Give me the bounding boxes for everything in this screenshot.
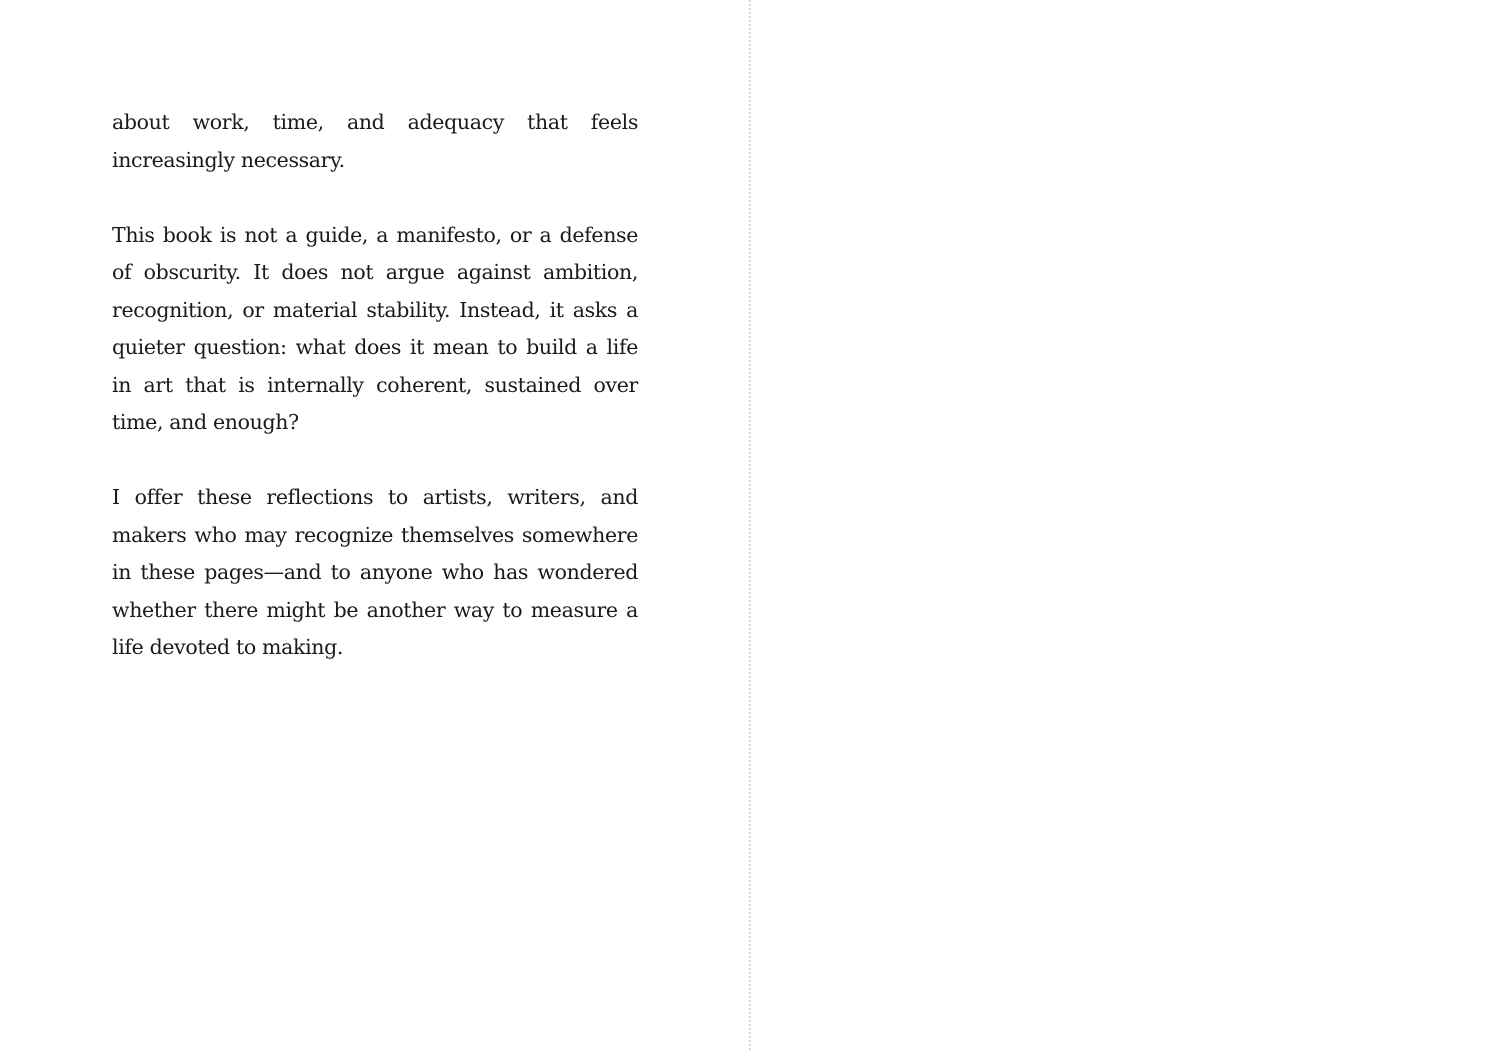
paragraph-2: This book is not a guide, a manifesto, or a defense of obscurity. It does not argue against ambition, recognition, or material stability. Instead, it asks a quieter question: what does it mean to build a life in art that is internally coherent, sustained over time, and enough? — [112, 222, 638, 434]
paragraph-1: about work, time, and adequacy that feels increasingly necessary. — [112, 110, 638, 172]
right-page — [751, 0, 1500, 1050]
body-text — [112, 104, 638, 667]
paragraph-3: I offer these reflections to artists, writers, and makers who may recognize themselves somewhere in these pages—and to anyone who has wondered whether there might be another way to measure a life devoted to making. — [112, 485, 638, 659]
left-page — [0, 0, 749, 1050]
